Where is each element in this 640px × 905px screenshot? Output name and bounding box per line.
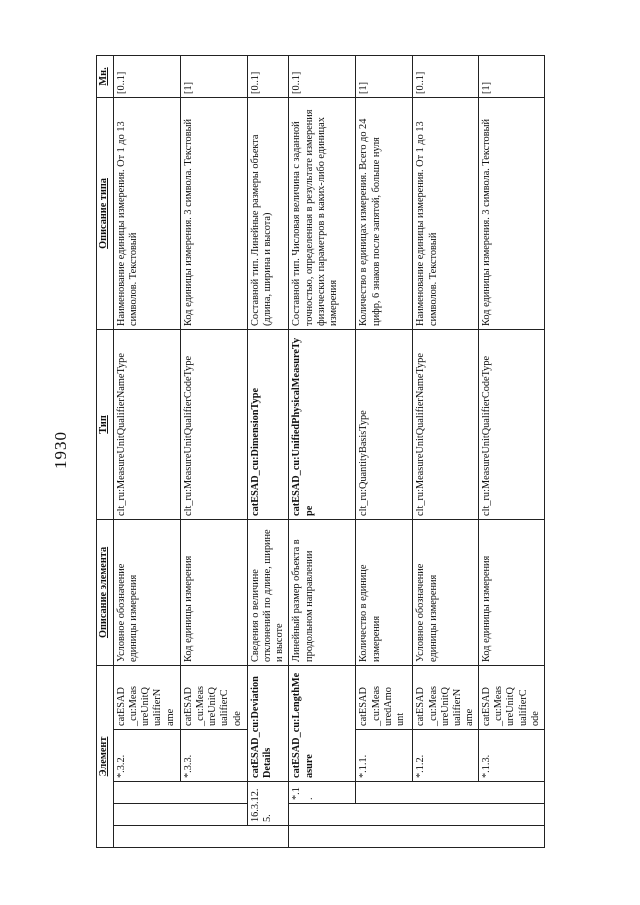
header-type: Тип — [97, 329, 114, 519]
table-row — [248, 55, 289, 847]
element-name: catESAD _cu:Meas ureUnitQ ualifierC ode — [181, 665, 248, 729]
element-type: clt_ru:MeasureUnitQualifierCodeType — [479, 329, 545, 519]
header-element-description: Описание элемента — [97, 519, 114, 665]
header-multiplicity: Мн. — [97, 55, 114, 97]
element-name: catESAD_cu:DeviationDetails — [248, 665, 289, 781]
multiplicity: [1] — [479, 55, 545, 97]
indent-cell — [356, 826, 413, 848]
element-type: catESAD_cu:DimensionType — [248, 329, 289, 519]
element-name: catESAD _cu:Meas uredAmo unt — [356, 665, 413, 729]
indent-cell — [181, 826, 248, 848]
table-row — [413, 55, 479, 847]
multiplicity: [0..1] — [248, 55, 289, 97]
multiplicity: [0..1] — [114, 55, 181, 97]
type-description: Наименование единицы измерения. От 1 до 13 символов. Текстовый — [114, 97, 181, 329]
indent-cell — [181, 804, 248, 826]
element-type: catESAD_cu:UnifiedPhysicalMeasureType — [289, 329, 356, 519]
indent-cell — [356, 804, 413, 826]
element-type: clt_ru:MeasureUnitQualifierCodeType — [181, 329, 248, 519]
type-description: Код единицы измерения. 3 символа. Текстовый — [181, 97, 248, 329]
page-number: 1930 — [51, 431, 70, 469]
indent-cell — [289, 826, 356, 848]
table-row — [114, 55, 181, 847]
element-description: Сведения о величине отклонений по длине, ширине и высоте — [248, 519, 289, 665]
table-row — [356, 55, 413, 847]
row-number: *.3.2. — [114, 730, 181, 782]
element-type: clt_ru:QuantityBasisType — [356, 329, 413, 519]
indent-cell — [248, 826, 289, 848]
table-row — [289, 55, 356, 847]
spec-table — [96, 55, 545, 848]
element-name: catESAD_cu:LengthMeasure — [289, 665, 356, 781]
element-description: Код единицы измерения — [181, 519, 248, 665]
element-description: Количество в единице измерения — [356, 519, 413, 665]
row-number: 16.3.12.5. — [248, 782, 289, 826]
multiplicity: [0..1] — [413, 55, 479, 97]
row-number: *.3.3. — [181, 730, 248, 782]
element-name: catESAD _cu:Meas ureUnitQ ualifierC ode — [479, 665, 545, 729]
indent-cell — [413, 804, 479, 826]
indent-cell — [356, 782, 413, 804]
element-type: clt_ru:MeasureUnitQualifierNameType — [413, 329, 479, 519]
type-description: Количество в единицах измерения. Всего до 24 цифр, 6 знаков после запятой, больше нуля — [356, 97, 413, 329]
indent-cell — [479, 826, 545, 848]
row-number: *.1.3. — [479, 730, 545, 782]
indent-cell — [114, 782, 181, 804]
header-type-description: Описание типа — [97, 97, 114, 329]
rotated-table-content — [96, 56, 541, 848]
row-number: *.1.2. — [413, 730, 479, 782]
indent-cell — [114, 804, 181, 826]
indent-cell — [181, 782, 248, 804]
indent-cell — [413, 826, 479, 848]
element-name: catESAD _cu:Meas ureUnitQ ualifierN ame — [413, 665, 479, 729]
table-row — [181, 55, 248, 847]
indent-cell — [289, 804, 356, 826]
table-row — [479, 55, 545, 847]
type-description: Код единицы измерения. 3 символа. Текстовый — [479, 97, 545, 329]
indent-cell — [479, 782, 545, 804]
multiplicity: [1] — [356, 55, 413, 97]
element-type: clt_ru:MeasureUnitQualifierNameType — [114, 329, 181, 519]
table-header-row — [97, 55, 114, 847]
type-description: Составной тип. Линейные размеры объекта (длина, ширина и высота) — [248, 97, 289, 329]
multiplicity: [0..1] — [289, 55, 356, 97]
rotated-table-frame — [96, 56, 541, 848]
element-description: Линейный размер объекта в продольном направлении — [289, 519, 356, 665]
type-description: Наименование единицы измерения. От 1 до 13 символов. Текстовый — [413, 97, 479, 329]
row-number: *.1. — [289, 782, 356, 804]
indent-cell — [114, 826, 181, 848]
type-description: Составной тип. Числовая величина с заданной точностью, определенная в результате измерения физических параметров в каких-либо единицах измерения — [289, 97, 356, 329]
multiplicity: [1] — [181, 55, 248, 97]
indent-cell — [479, 804, 545, 826]
element-description: Условное обозначение единицы измерения — [413, 519, 479, 665]
element-description: Код единицы измерения — [479, 519, 545, 665]
indent-cell — [413, 782, 479, 804]
element-name: catESAD _cu:Meas ureUnitQ ualifierN ame — [114, 665, 181, 729]
element-description: Условное обозначение единицы измерения — [114, 519, 181, 665]
header-element: Элемент — [97, 665, 114, 847]
row-number: *.1.1. — [356, 730, 413, 782]
